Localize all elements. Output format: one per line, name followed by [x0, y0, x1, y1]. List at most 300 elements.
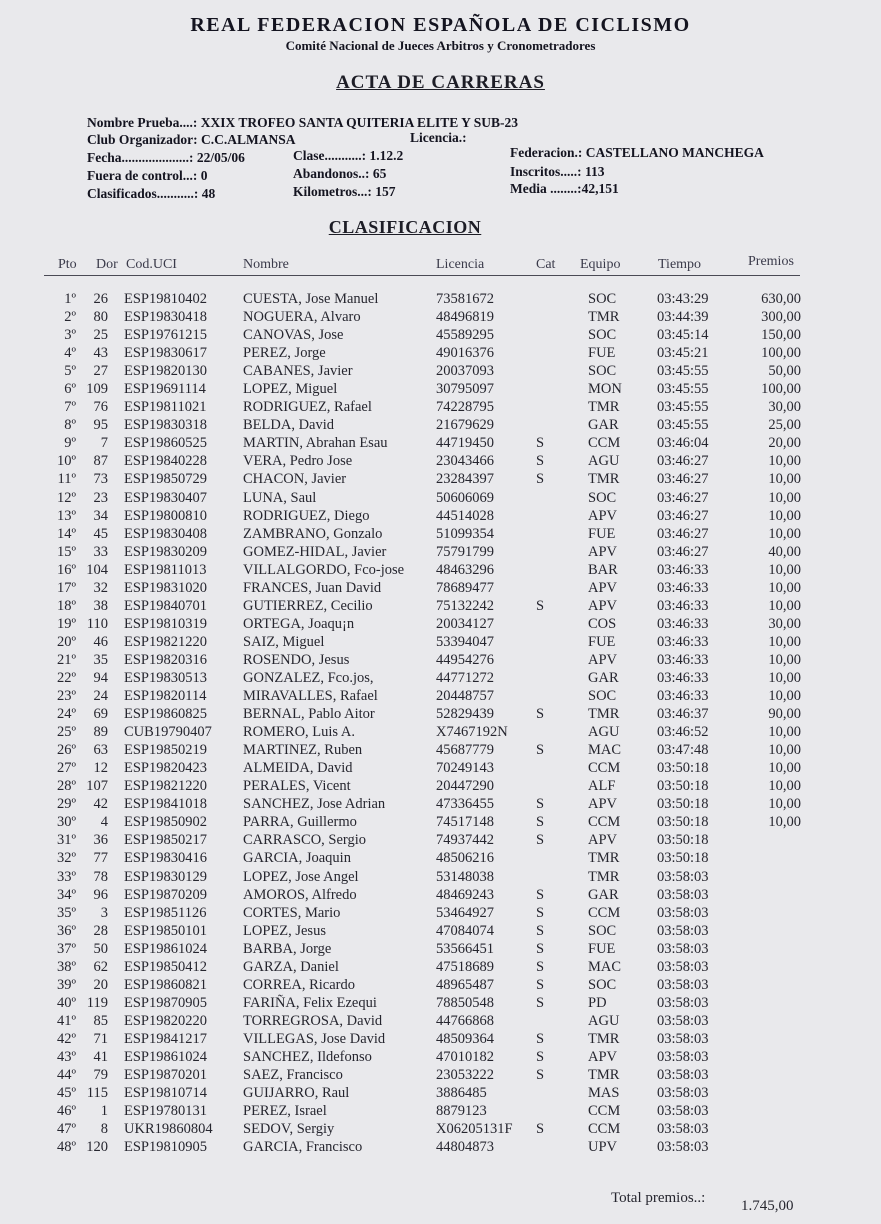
- cell-cod-uci: ESP19861024: [124, 940, 207, 957]
- table-row: [0, 453, 881, 471]
- cell-licencia: 47010182: [436, 1048, 494, 1065]
- cell-equipo: FUE: [588, 525, 616, 542]
- cell-premio: 30,00: [768, 399, 801, 416]
- cell-cat: S: [536, 1121, 545, 1138]
- cell-licencia: 45687779: [436, 742, 494, 759]
- cell-tiempo: 03:46:33: [657, 597, 709, 614]
- cell-nombre: CORREA, Ricardo: [243, 976, 355, 993]
- cell-premio: 10,00: [768, 561, 801, 578]
- table-row: [0, 508, 881, 526]
- cell-position: 15º: [57, 543, 76, 560]
- cell-licencia: 53464927: [436, 904, 494, 921]
- cell-dorsal: 8: [100, 1121, 108, 1138]
- cell-position: 10º: [57, 453, 76, 470]
- cell-licencia: 78689477: [436, 579, 494, 596]
- cell-equipo: GAR: [588, 417, 619, 434]
- cell-dorsal: 7: [100, 435, 108, 452]
- cell-equipo: COS: [588, 615, 617, 632]
- cell-tiempo: 03:45:55: [657, 381, 709, 398]
- cell-tiempo: 03:46:27: [657, 507, 709, 524]
- cell-licencia: 74517148: [436, 814, 494, 831]
- cell-premio: 300,00: [761, 309, 801, 326]
- table-row: [0, 706, 881, 724]
- cell-equipo: APV: [588, 507, 618, 524]
- cell-equipo: BAR: [588, 561, 618, 578]
- col-header-nombre: Nombre: [243, 257, 289, 272]
- cell-equipo: AGU: [588, 453, 620, 470]
- cell-dorsal: 28: [93, 922, 108, 939]
- cell-cod-uci: ESP19811013: [124, 561, 207, 578]
- cell-tiempo: 03:50:18: [657, 850, 709, 867]
- cell-licencia: 44804873: [436, 1139, 494, 1156]
- cell-cod-uci: ESP19830408: [124, 525, 207, 542]
- cell-cat: S: [536, 1030, 545, 1047]
- cell-nombre: GOMEZ-HIDAL, Javier: [243, 543, 387, 560]
- cell-cat: S: [536, 904, 545, 921]
- cell-nombre: MARTINEZ, Ruben: [243, 742, 363, 759]
- cell-position: 7º: [64, 399, 76, 416]
- table-row: [0, 399, 881, 417]
- cell-tiempo: 03:46:04: [657, 435, 709, 452]
- meta-media: Media ........:42,151: [510, 181, 619, 196]
- cell-licencia: 47084074: [436, 922, 494, 939]
- cell-licencia: 75791799: [436, 543, 494, 560]
- cell-nombre: GARCIA, Francisco: [243, 1139, 363, 1156]
- cell-equipo: SOC: [588, 976, 617, 993]
- cell-equipo: APV: [588, 543, 618, 560]
- cell-tiempo: 03:58:03: [657, 1085, 709, 1102]
- cell-premio: 10,00: [768, 453, 801, 470]
- meta-prueba: Nombre Prueba....: XXIX TROFEO SANTA QUITERIA ELITE Y SUB-23: [87, 115, 519, 130]
- cell-licencia: X7467192N: [436, 724, 508, 741]
- cell-equipo: MAC: [588, 958, 622, 975]
- cell-nombre: ORTEGA, Joaqu¡n: [243, 615, 355, 632]
- cell-premio: 150,00: [761, 327, 801, 344]
- cell-equipo: TMR: [588, 1030, 620, 1047]
- cell-position: 18º: [57, 597, 76, 614]
- table-row: [0, 345, 881, 363]
- document-title: ACTA DE CARRERAS: [336, 72, 545, 93]
- cell-nombre: GARCIA, Joaquin: [243, 850, 351, 867]
- cell-licencia: 50606069: [436, 489, 494, 506]
- cell-licencia: 52829439: [436, 706, 494, 723]
- meta-abandonos: Abandonos..: 65: [293, 166, 387, 181]
- table-row: [0, 526, 881, 544]
- cell-licencia: 73581672: [436, 291, 494, 307]
- cell-tiempo: 03:46:33: [657, 615, 709, 632]
- cell-tiempo: 03:58:03: [657, 994, 709, 1011]
- cell-cod-uci: UKR19860804: [124, 1121, 213, 1138]
- cell-position: 2º: [64, 309, 76, 326]
- cell-position: 13º: [57, 507, 76, 524]
- cell-equipo: ALF: [588, 778, 616, 795]
- cell-cod-uci: ESP19800810: [124, 507, 207, 524]
- cell-licencia: 23043466: [436, 453, 494, 470]
- cell-premio: 100,00: [761, 381, 801, 398]
- table-row: [0, 995, 881, 1013]
- cell-licencia: X06205131F: [436, 1121, 513, 1138]
- cell-premio: 10,00: [768, 669, 801, 686]
- cell-dorsal: 36: [93, 832, 108, 849]
- cell-cod-uci: ESP19830407: [124, 489, 207, 506]
- cell-nombre: AMOROS, Alfredo: [243, 886, 357, 903]
- cell-nombre: SANCHEZ, Ildefonso: [243, 1048, 372, 1065]
- cell-position: 14º: [57, 525, 76, 542]
- cell-licencia: 51099354: [436, 525, 494, 542]
- cell-licencia: 48506216: [436, 850, 494, 867]
- cell-position: 47º: [57, 1121, 76, 1138]
- cell-premio: 10,00: [768, 489, 801, 506]
- cell-cod-uci: ESP19830209: [124, 543, 207, 560]
- cell-position: 28º: [57, 778, 76, 795]
- cell-nombre: SEDOV, Sergiy: [243, 1121, 335, 1138]
- table-row: [0, 1049, 881, 1067]
- cell-cod-uci: ESP19691114: [124, 381, 206, 398]
- cell-dorsal: 50: [93, 940, 108, 957]
- cell-dorsal: 20: [93, 976, 108, 993]
- cell-position: 3º: [64, 327, 76, 344]
- cell-tiempo: 03:46:27: [657, 525, 709, 542]
- header-rule: [44, 275, 800, 276]
- cell-cat: S: [536, 958, 545, 975]
- col-header-cod-uci: Cod.UCI: [126, 257, 177, 272]
- cell-cod-uci: ESP19761215: [124, 327, 207, 344]
- cell-tiempo: 03:58:03: [657, 886, 709, 903]
- cell-nombre: CABANES, Javier: [243, 363, 353, 380]
- cell-cod-uci: ESP19820114: [124, 688, 207, 705]
- cell-position: 46º: [57, 1103, 76, 1120]
- cell-cod-uci: ESP19870209: [124, 886, 207, 903]
- results-table: [0, 291, 881, 1157]
- cell-dorsal: 42: [93, 796, 108, 813]
- cell-nombre: SAIZ, Miguel: [243, 633, 325, 650]
- cell-tiempo: 03:46:27: [657, 453, 709, 470]
- cell-cod-uci: ESP19841217: [124, 1030, 207, 1047]
- cell-dorsal: 95: [93, 417, 108, 434]
- cell-position: 40º: [57, 994, 76, 1011]
- cell-cat: S: [536, 922, 545, 939]
- cell-licencia: 49016376: [436, 345, 494, 362]
- cell-nombre: VERA, Pedro Jose: [243, 453, 353, 470]
- section-title: CLASIFICACION: [328, 217, 482, 237]
- cell-premio: 630,00: [761, 291, 801, 307]
- cell-nombre: VILLEGAS, Jose David: [243, 1030, 386, 1047]
- cell-cod-uci: ESP19810714: [124, 1085, 207, 1102]
- col-header-pto: Pto: [58, 257, 77, 272]
- cell-licencia: 44954276: [436, 651, 494, 668]
- cell-cod-uci: ESP19830416: [124, 850, 207, 867]
- col-header-dor: Dor: [96, 257, 118, 272]
- table-row: [0, 634, 881, 652]
- meta-federacion: Federacion.: CASTELLANO MANCHEGA: [510, 145, 764, 160]
- cell-equipo: SOC: [588, 363, 617, 380]
- cell-tiempo: 03:45:21: [657, 345, 709, 362]
- cell-tiempo: 03:43:29: [657, 291, 709, 307]
- cell-dorsal: 107: [86, 778, 108, 795]
- cell-licencia: 74937442: [436, 832, 494, 849]
- cell-position: 9º: [64, 435, 76, 452]
- cell-equipo: CCM: [588, 1121, 621, 1138]
- cell-position: 24º: [57, 706, 76, 723]
- cell-position: 43º: [57, 1048, 76, 1065]
- cell-cod-uci: ESP19821220: [124, 778, 207, 795]
- cell-licencia: 78850548: [436, 994, 494, 1011]
- cell-tiempo: 03:45:55: [657, 363, 709, 380]
- cell-tiempo: 03:50:18: [657, 814, 709, 831]
- cell-licencia: 48965487: [436, 976, 494, 993]
- cell-licencia: 20447290: [436, 778, 494, 795]
- cell-equipo: SOC: [588, 291, 617, 307]
- cell-premio: 30,00: [768, 615, 801, 632]
- cell-nombre: LOPEZ, Jose Angel: [243, 868, 359, 885]
- table-row: [0, 1103, 881, 1121]
- cell-tiempo: 03:46:33: [657, 579, 709, 596]
- cell-tiempo: 03:47:48: [657, 742, 709, 759]
- cell-equipo: TMR: [588, 850, 620, 867]
- cell-position: 41º: [57, 1012, 76, 1029]
- cell-tiempo: 03:58:03: [657, 958, 709, 975]
- cell-cat: S: [536, 1048, 545, 1065]
- col-header-tiempo: Tiempo: [658, 257, 702, 272]
- cell-licencia: 23284397: [436, 471, 494, 488]
- cell-equipo: GAR: [588, 886, 619, 903]
- cell-dorsal: 32: [93, 579, 108, 596]
- cell-cod-uci: ESP19780131: [124, 1103, 207, 1120]
- cell-equipo: FUE: [588, 345, 616, 362]
- cell-licencia: 48496819: [436, 309, 494, 326]
- cell-premio: 10,00: [768, 796, 801, 813]
- table-row: [0, 832, 881, 850]
- cell-dorsal: 63: [93, 742, 108, 759]
- cell-equipo: GAR: [588, 669, 619, 686]
- cell-nombre: SANCHEZ, Jose Adrian: [243, 796, 386, 813]
- cell-cod-uci: ESP19850101: [124, 922, 207, 939]
- cell-position: 36º: [57, 922, 76, 939]
- cell-equipo: MAS: [588, 1085, 620, 1102]
- cell-position: 34º: [57, 886, 76, 903]
- cell-licencia: 53566451: [436, 940, 494, 957]
- cell-position: 19º: [57, 615, 76, 632]
- cell-licencia: 48469243: [436, 886, 494, 903]
- cell-position: 22º: [57, 669, 76, 686]
- cell-tiempo: 03:46:33: [657, 669, 709, 686]
- cell-cod-uci: ESP19850729: [124, 471, 207, 488]
- cell-position: 29º: [57, 796, 76, 813]
- cell-tiempo: 03:46:27: [657, 471, 709, 488]
- cell-tiempo: 03:58:03: [657, 1139, 709, 1156]
- cell-position: 42º: [57, 1030, 76, 1047]
- cell-tiempo: 03:58:03: [657, 1048, 709, 1065]
- cell-nombre: PEREZ, Jorge: [243, 345, 326, 362]
- cell-position: 12º: [57, 489, 76, 506]
- cell-position: 37º: [57, 940, 76, 957]
- cell-nombre: BERNAL, Pablo Aitor: [243, 706, 375, 723]
- committee-subtitle: Comité Nacional de Jueces Arbitros y Cronometradores: [285, 38, 596, 53]
- table-row: [0, 562, 881, 580]
- cell-position: 16º: [57, 561, 76, 578]
- cell-position: 39º: [57, 976, 76, 993]
- cell-nombre: PERALES, Vicent: [243, 778, 351, 795]
- cell-position: 6º: [64, 381, 76, 398]
- cell-dorsal: 73: [93, 471, 108, 488]
- cell-cod-uci: ESP19820130: [124, 363, 207, 380]
- cell-nombre: GUIJARRO, Raul: [243, 1085, 350, 1102]
- cell-dorsal: 62: [93, 958, 108, 975]
- cell-cod-uci: ESP19810905: [124, 1139, 207, 1156]
- meta-inscritos: Inscritos.....: 113: [510, 164, 605, 179]
- cell-tiempo: 03:58:03: [657, 922, 709, 939]
- cell-equipo: TMR: [588, 471, 620, 488]
- cell-licencia: 44514028: [436, 507, 494, 524]
- table-row: [0, 544, 881, 562]
- cell-premio: 100,00: [761, 345, 801, 362]
- meta-fuera-control: Fuera de control...: 0: [87, 168, 208, 183]
- cell-dorsal: 38: [93, 597, 108, 614]
- cell-licencia: 3886485: [436, 1085, 487, 1102]
- cell-tiempo: 03:46:27: [657, 543, 709, 560]
- cell-equipo: TMR: [588, 399, 620, 416]
- table-row: [0, 490, 881, 508]
- cell-premio: 10,00: [768, 760, 801, 777]
- cell-licencia: 44719450: [436, 435, 494, 452]
- cell-nombre: CANOVAS, Jose: [243, 327, 344, 344]
- cell-equipo: CCM: [588, 760, 621, 777]
- table-row: [0, 363, 881, 381]
- table-row: [0, 869, 881, 887]
- cell-nombre: LOPEZ, Miguel: [243, 381, 338, 398]
- cell-cod-uci: ESP19860525: [124, 435, 207, 452]
- cell-licencia: 48463296: [436, 561, 494, 578]
- cell-dorsal: 12: [93, 760, 108, 777]
- cell-cod-uci: ESP19861024: [124, 1048, 207, 1065]
- cell-cod-uci: ESP19850219: [124, 742, 207, 759]
- total-premios-value: 1.745,00: [741, 1198, 794, 1214]
- cell-premio: 10,00: [768, 778, 801, 795]
- cell-equipo: CCM: [588, 1103, 621, 1120]
- cell-cod-uci: ESP19830129: [124, 868, 207, 885]
- cell-premio: 25,00: [768, 417, 801, 434]
- cell-dorsal: 119: [86, 994, 108, 1011]
- table-row: [0, 435, 881, 453]
- cell-licencia: 47336455: [436, 796, 494, 813]
- cell-cod-uci: ESP19870905: [124, 994, 207, 1011]
- cell-cod-uci: ESP19811021: [124, 399, 207, 416]
- cell-equipo: MON: [588, 381, 622, 398]
- table-row: [0, 327, 881, 345]
- cell-equipo: APV: [588, 651, 618, 668]
- federation-title: REAL FEDERACION ESPAÑOLA DE CICLISMO: [190, 14, 691, 36]
- cell-position: 31º: [57, 832, 76, 849]
- cell-position: 25º: [57, 724, 76, 741]
- cell-equipo: APV: [588, 1048, 618, 1065]
- cell-cod-uci: CUB19790407: [124, 724, 212, 741]
- cell-licencia: 20034127: [436, 615, 494, 632]
- cell-premio: 40,00: [768, 543, 801, 560]
- cell-tiempo: 03:46:33: [657, 651, 709, 668]
- table-row: [0, 1031, 881, 1049]
- cell-premio: 20,00: [768, 435, 801, 452]
- cell-equipo: APV: [588, 597, 618, 614]
- cell-equipo: APV: [588, 796, 618, 813]
- cell-cod-uci: ESP19870201: [124, 1067, 207, 1084]
- cell-equipo: SOC: [588, 489, 617, 506]
- cell-position: 5º: [64, 363, 76, 380]
- cell-cod-uci: ESP19810402: [124, 291, 207, 307]
- cell-nombre: FRANCES, Juan David: [243, 579, 382, 596]
- cell-equipo: SOC: [588, 688, 617, 705]
- table-row: [0, 381, 881, 399]
- cell-cod-uci: ESP19850902: [124, 814, 207, 831]
- cell-licencia: 23053222: [436, 1067, 494, 1084]
- cell-position: 48º: [57, 1139, 76, 1156]
- cell-dorsal: 4: [100, 814, 108, 831]
- cell-position: 30º: [57, 814, 76, 831]
- cell-tiempo: 03:58:03: [657, 1103, 709, 1120]
- cell-premio: 10,00: [768, 579, 801, 596]
- total-premios-label: Total premios..:: [611, 1190, 706, 1206]
- cell-premio: 10,00: [768, 597, 801, 614]
- cell-tiempo: 03:58:03: [657, 904, 709, 921]
- cell-nombre: LOPEZ, Jesus: [243, 922, 326, 939]
- cell-licencia: 45589295: [436, 327, 494, 344]
- cell-cat: S: [536, 886, 545, 903]
- cell-dorsal: 25: [93, 327, 108, 344]
- cell-cod-uci: ESP19851126: [124, 904, 207, 921]
- cell-cod-uci: ESP19841018: [124, 796, 207, 813]
- cell-equipo: FUE: [588, 940, 616, 957]
- cell-position: 33º: [57, 868, 76, 885]
- table-row: [0, 905, 881, 923]
- cell-licencia: 44771272: [436, 669, 494, 686]
- cell-cod-uci: ESP19840228: [124, 453, 207, 470]
- table-row: [0, 742, 881, 760]
- cell-licencia: 20037093: [436, 363, 494, 380]
- cell-cat: S: [536, 706, 545, 723]
- cell-dorsal: 77: [93, 850, 108, 867]
- table-row: [0, 959, 881, 977]
- cell-dorsal: 115: [86, 1085, 108, 1102]
- table-row: [0, 471, 881, 489]
- table-row: [0, 688, 881, 706]
- cell-dorsal: 46: [93, 633, 108, 650]
- cell-cod-uci: ESP19850217: [124, 832, 207, 849]
- cell-nombre: GONZALEZ, Fco.jos,: [243, 669, 374, 686]
- cell-dorsal: 87: [93, 453, 108, 470]
- cell-dorsal: 26: [93, 291, 108, 307]
- cell-equipo: APV: [588, 579, 618, 596]
- cell-cod-uci: ESP19860821: [124, 976, 207, 993]
- cell-equipo: SOC: [588, 922, 617, 939]
- cell-cat: S: [536, 814, 545, 831]
- table-row: [0, 1139, 881, 1157]
- cell-cod-uci: ESP19831020: [124, 579, 207, 596]
- cell-position: 20º: [57, 633, 76, 650]
- cell-dorsal: 24: [93, 688, 108, 705]
- cell-position: 8º: [64, 417, 76, 434]
- cell-tiempo: 03:58:03: [657, 940, 709, 957]
- cell-cat: S: [536, 940, 545, 957]
- cell-licencia: 53394047: [436, 633, 494, 650]
- cell-dorsal: 33: [93, 543, 108, 560]
- cell-equipo: CCM: [588, 435, 621, 452]
- cell-cod-uci: ESP19830513: [124, 669, 207, 686]
- cell-equipo: CCM: [588, 814, 621, 831]
- meta-club: Club Organizador: C.C.ALMANSA: [87, 132, 296, 147]
- cell-dorsal: 120: [86, 1139, 108, 1156]
- table-row: [0, 724, 881, 742]
- cell-nombre: VILLALGORDO, Fco-jose: [243, 561, 405, 578]
- cell-nombre: MARTIN, Abrahan Esau: [243, 435, 388, 452]
